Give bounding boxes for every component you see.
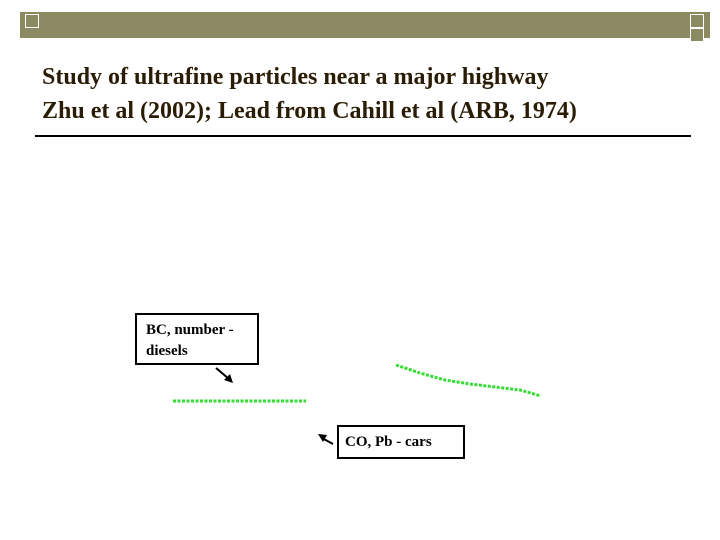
slide-title-line-2: Zhu et al (2002); Lead from Cahill et al (ARB, 1974) (42, 98, 577, 124)
cars-trend-line (396, 365, 541, 396)
diesels-arrow-icon (216, 368, 233, 383)
cars-arrow-icon (318, 434, 333, 444)
cars-callout-text: CO, Pb - cars (345, 434, 432, 450)
slide-title-line-1: Study of ultrafine particles near a major highway (42, 64, 549, 90)
diesels-callout (135, 313, 259, 365)
cars-callout (337, 425, 465, 459)
diesels-callout-text: BC, number - diesels (146, 322, 234, 359)
